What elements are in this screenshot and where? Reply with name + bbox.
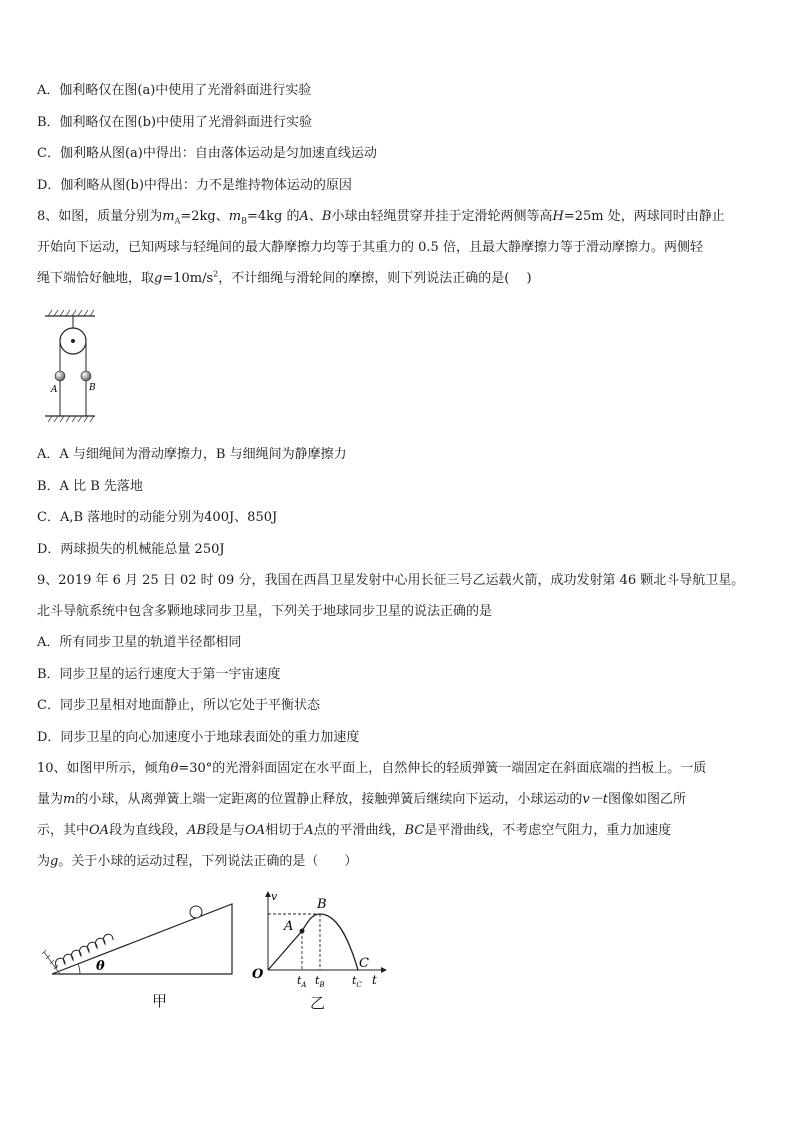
q8-option-a: A．A 与细绳间为滑动摩擦力，B 与细绳间为静摩擦力 xyxy=(37,447,347,462)
q8-option-b: B．A 比 B 先落地 xyxy=(37,479,143,494)
incline-figure xyxy=(40,892,240,982)
point-b-label: B xyxy=(317,897,327,912)
vt-graph xyxy=(248,886,393,991)
t-axis-label: t xyxy=(372,973,377,987)
q9-option-b: B．同步卫星的运行速度大于第一宇宙速度 xyxy=(37,667,281,682)
q8-stem-line-3: 绳下端恰好触地，取$g=10m/s^2$，不计细绳与滑轮间的摩擦，则下列说法正确的是( ) xyxy=(37,269,532,286)
q8-stem-line-2: 开始向下运动，已知两球与轻绳间的最大静摩擦力均等于其重力的 0.5 倍，且最大静摩擦力等于滑动摩擦力。两侧轻 xyxy=(37,240,703,255)
angle-theta-label: θ xyxy=(96,959,105,974)
ball-b xyxy=(81,371,91,381)
q9-option-a: A．所有同步卫星的轨道半径都相同 xyxy=(37,635,242,650)
v-axis-label: v xyxy=(271,890,278,903)
figure-jia-caption: 甲 xyxy=(152,992,168,1010)
q10-stem-line-3: 示，其中OA段为直线段，AB段是与OA相切于A点的平滑曲线，BC是平滑曲线，不考虑空气阻力，重力加速度 xyxy=(37,823,672,838)
q7-option-d: D．伽利略从图(b)中得出：力不是维持物体运动的原因 xyxy=(37,178,352,193)
q9-option-d: D．同步卫星的向心加速度小于地球表面处的重力加速度 xyxy=(37,730,360,745)
tb-label: $t_B$ xyxy=(315,974,325,989)
q8-option-c: C．A,B 落地时的动能分别为400J、850J xyxy=(37,510,278,525)
q10-stem-line-1: 10、如图甲所示，倾角θ=30°的光滑斜面固定在水平面上，自然伸长的轻质弹簧一端固定在斜面底端的挡板上。一质 xyxy=(37,761,707,776)
q7-option-a: A．伽利略仅在图(a)中使用了光滑斜面进行实验 xyxy=(37,83,312,98)
point-c-label: C xyxy=(359,956,369,971)
q10-stem-line-4: 为g。关于小球的运动过程，下列说法正确的是（ ） xyxy=(37,854,358,869)
ball-icon xyxy=(190,906,202,918)
q8-option-d: D．两球损失的机械能总量 250J xyxy=(37,542,225,557)
ball-b-label: B xyxy=(89,383,96,393)
vt-curve xyxy=(268,914,358,970)
q9-stem-line-1: 9、2019 年 6 月 25 日 02 时 09 分，我国在西昌卫星发射中心用长征三号乙运载火箭，成功发射第 46 颗北斗导航卫星。 xyxy=(37,573,745,588)
q7-option-b: B．伽利略仅在图(b)中使用了光滑斜面进行实验 xyxy=(37,115,313,130)
q10-stem-line-2: 量为m的小球，从离弹簧上端一定距离的位置静止释放，接触弹簧后继续向下运动，小球运动的v－t图像如图乙所 xyxy=(37,792,686,807)
ball-a xyxy=(55,371,65,381)
ta-label: $t_A$ xyxy=(297,974,307,989)
ball-a-label: A xyxy=(51,385,58,395)
point-a-label: A xyxy=(284,919,294,934)
q7-option-c: C．伽利略从图(a)中得出：自由落体运动是匀加速直线运动 xyxy=(37,146,377,161)
q9-stem-line-2: 北斗导航系统中包含多颗地球同步卫星，下列关于地球同步卫星的说法正确的是 xyxy=(37,604,493,619)
q9-option-c: C．同步卫星相对地面静止，所以它处于平衡状态 xyxy=(37,698,320,713)
tc-label: $t_C$ xyxy=(352,974,362,989)
figure-yi-caption: 乙 xyxy=(310,994,326,1012)
pulley-figure xyxy=(40,308,100,426)
q8-stem-line-1: 8、如图，质量分别为$m_A=2kg$、$m_B=4kg$ 的A、B小球由轻绳贯穿并挂于定滑轮两侧等高H=25m 处，两球同时由静止 xyxy=(37,209,725,226)
origin-label: O xyxy=(252,967,264,982)
